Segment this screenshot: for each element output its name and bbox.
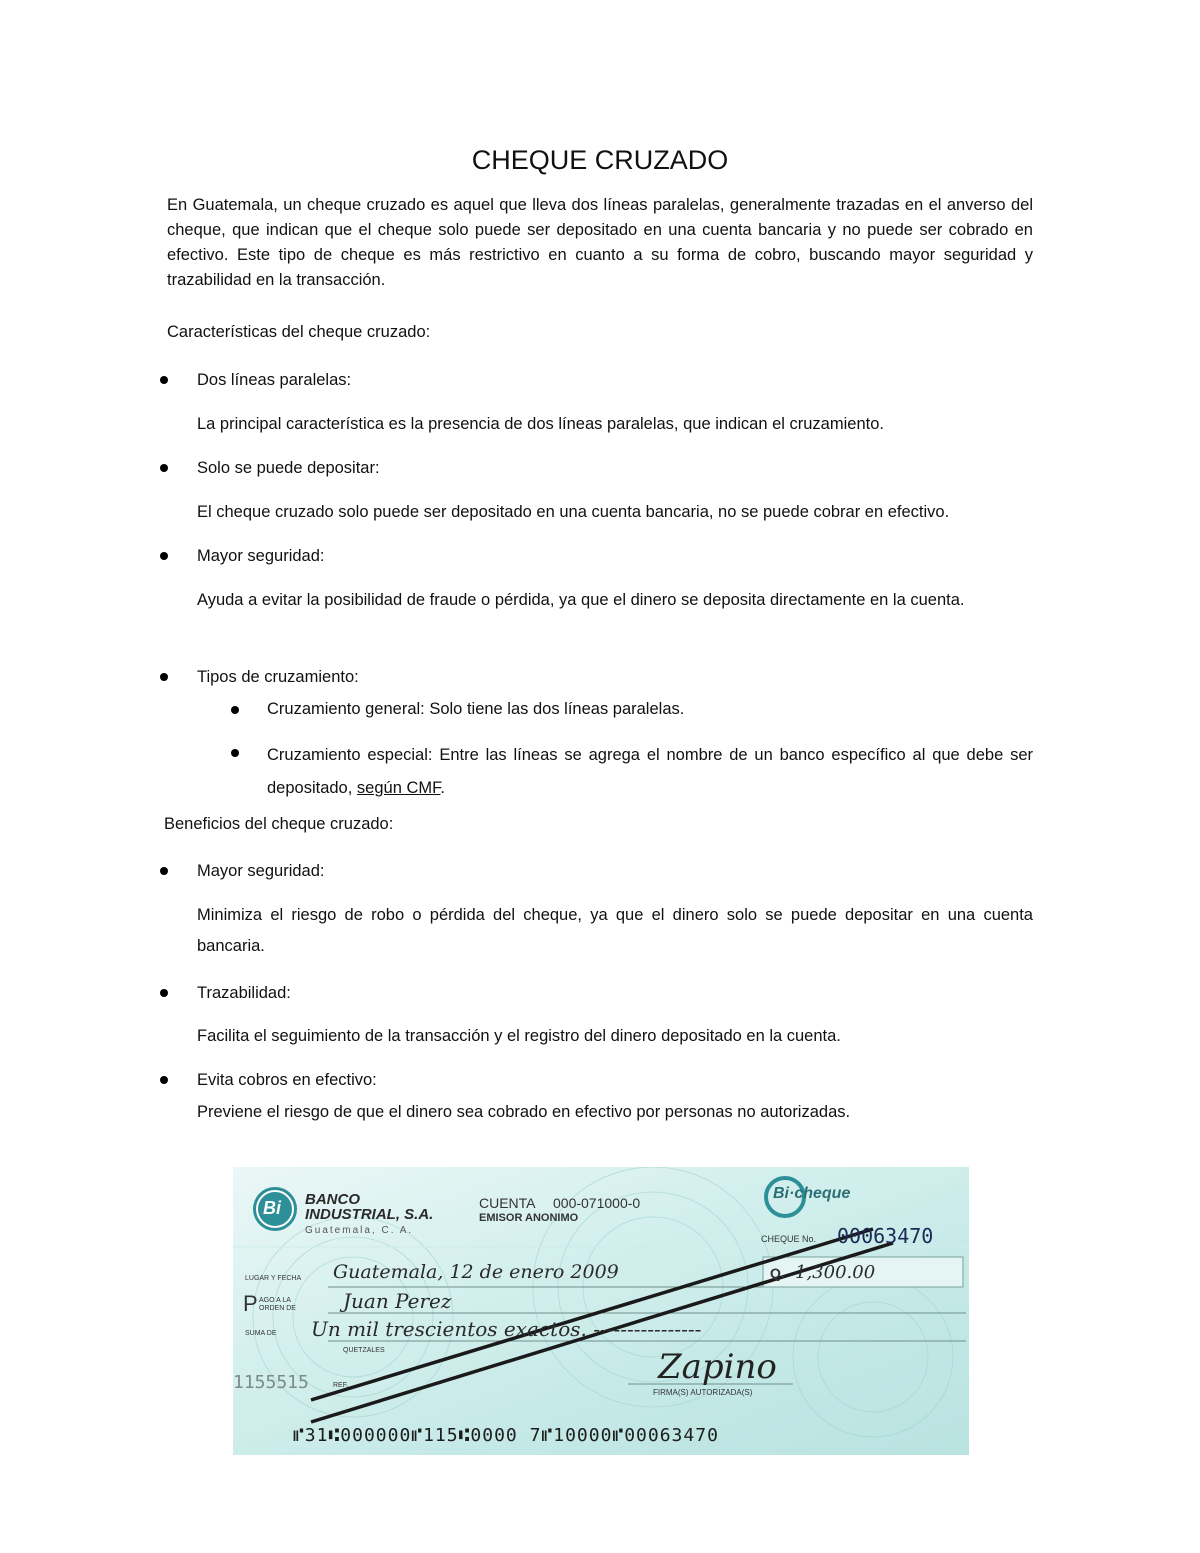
payee-label: AGO A LA ORDEN DE bbox=[259, 1297, 296, 1312]
intro-paragraph: En Guatemala, un cheque cruzado es aquel que lleva dos líneas paralelas, generalmente trazadas en el anverso del cheque, que indican que el cheque solo puede ser depositado en una cuenta bancaria y no puede ser cobrado en efectivo. Este tipo de cheque es más restrictivo en cuanto a su forma de cobro, buscando mayor seguridad y trazabilidad en la transacción. bbox=[167, 196, 1033, 289]
account-label: CUENTA bbox=[479, 1195, 536, 1211]
bullet-icon bbox=[160, 1076, 168, 1084]
feature-text: Ayuda a evitar la posibilidad de fraude o pérdida, ya que el dinero se deposita directamente en la cuenta. bbox=[197, 591, 965, 609]
bullet-icon bbox=[160, 867, 168, 875]
sum-in-words: Un mil trescientos exactos. ---------------- bbox=[311, 1317, 702, 1341]
features-heading: Características del cheque cruzado: bbox=[167, 323, 431, 341]
amount-prefix: Q. bbox=[770, 1265, 785, 1281]
feature-text: El cheque cruzado solo puede ser depositado en una cuenta bancaria, no se puede cobrar en efectivo. bbox=[197, 503, 950, 521]
benefit-label: Mayor seguridad: bbox=[197, 862, 325, 880]
payee-prefix: P bbox=[243, 1291, 258, 1316]
feature-text: La principal característica es la presencia de dos líneas paralelas, que indican el cruzamiento. bbox=[197, 415, 884, 433]
benefits-heading: Beneficios del cheque cruzado: bbox=[164, 815, 394, 833]
cheque-no-label: CHEQUE No. bbox=[761, 1234, 817, 1244]
benefit-label: Evita cobros en efectivo: bbox=[197, 1071, 377, 1089]
page-title: CHEQUE CRUZADO bbox=[471, 145, 729, 175]
ref-label: REF. bbox=[333, 1382, 349, 1389]
sub-bullet-icon bbox=[231, 706, 239, 714]
cmf-link[interactable]: según CMF bbox=[356, 779, 441, 797]
bank-city: Guatemala, C. A. bbox=[305, 1225, 414, 1236]
sub-feature-text: Cruzamiento general: Solo tiene las dos líneas paralelas. bbox=[267, 700, 685, 718]
benefit-label: Trazabilidad: bbox=[197, 984, 291, 1002]
currency-label: QUETZALES bbox=[343, 1347, 385, 1354]
issuer: EMISOR ANONIMO bbox=[479, 1212, 579, 1224]
bank-name-line1: BANCO bbox=[305, 1191, 360, 1208]
place-date-label: LUGAR Y FECHA bbox=[245, 1275, 302, 1282]
feature-label: Dos líneas paralelas: bbox=[197, 371, 352, 389]
sub-feature-text-2 bbox=[267, 739, 1033, 805]
benefit-text: Previene el riesgo de que el dinero sea cobrado en efectivo por personas no autorizadas. bbox=[197, 1103, 851, 1121]
amount: 1,300.00 bbox=[795, 1262, 876, 1283]
crossed-cheque-image bbox=[233, 1167, 969, 1455]
bank-name-line2: INDUSTRIAL, S.A. bbox=[305, 1206, 434, 1223]
sub-bullet-icon bbox=[231, 749, 239, 757]
bullet-icon bbox=[160, 673, 168, 681]
signature-label: FIRMA(S) AUTORIZADA(S) bbox=[653, 1388, 753, 1397]
feature-label: Tipos de cruzamiento: bbox=[197, 668, 359, 686]
cheque-brand: Bi·cheque bbox=[773, 1185, 851, 1202]
bank-logo: Bi bbox=[263, 1198, 281, 1218]
sub-feature-tail: . bbox=[440, 779, 445, 797]
account-number: 000-071000-0 bbox=[553, 1195, 641, 1211]
feature-label: Mayor seguridad: bbox=[197, 547, 325, 565]
cheque-number: 00063470 bbox=[837, 1224, 934, 1248]
bullet-icon bbox=[160, 552, 168, 560]
benefit-text: Minimiza el riesgo de robo o pérdida del cheque, ya que el dinero solo se puede depositar en una cuenta bancaria. bbox=[197, 906, 1033, 955]
feature-label: Solo se puede depositar: bbox=[197, 459, 380, 477]
bullet-icon bbox=[160, 989, 168, 997]
signature: Zapino bbox=[658, 1347, 777, 1387]
place-date: Guatemala, 12 de enero 2009 bbox=[333, 1261, 619, 1283]
bullet-icon bbox=[160, 464, 168, 472]
sub-feature-text: Cruzamiento especial: Entre las líneas se agrega el nombre de un banco específico al que debe ser depositado, bbox=[267, 746, 1033, 797]
micr-line: ⑈31⑆000000⑈115⑆0000 7⑈10000⑈00063470 bbox=[293, 1425, 719, 1446]
sum-label: SUMA DE bbox=[245, 1330, 277, 1337]
benefit-text: Facilita el seguimiento de la transacción y el registro del dinero depositado en la cuenta. bbox=[197, 1027, 841, 1045]
payee: Juan Perez bbox=[343, 1289, 452, 1313]
bullet-icon bbox=[160, 376, 168, 384]
serial-number: 1155515 bbox=[233, 1372, 309, 1393]
